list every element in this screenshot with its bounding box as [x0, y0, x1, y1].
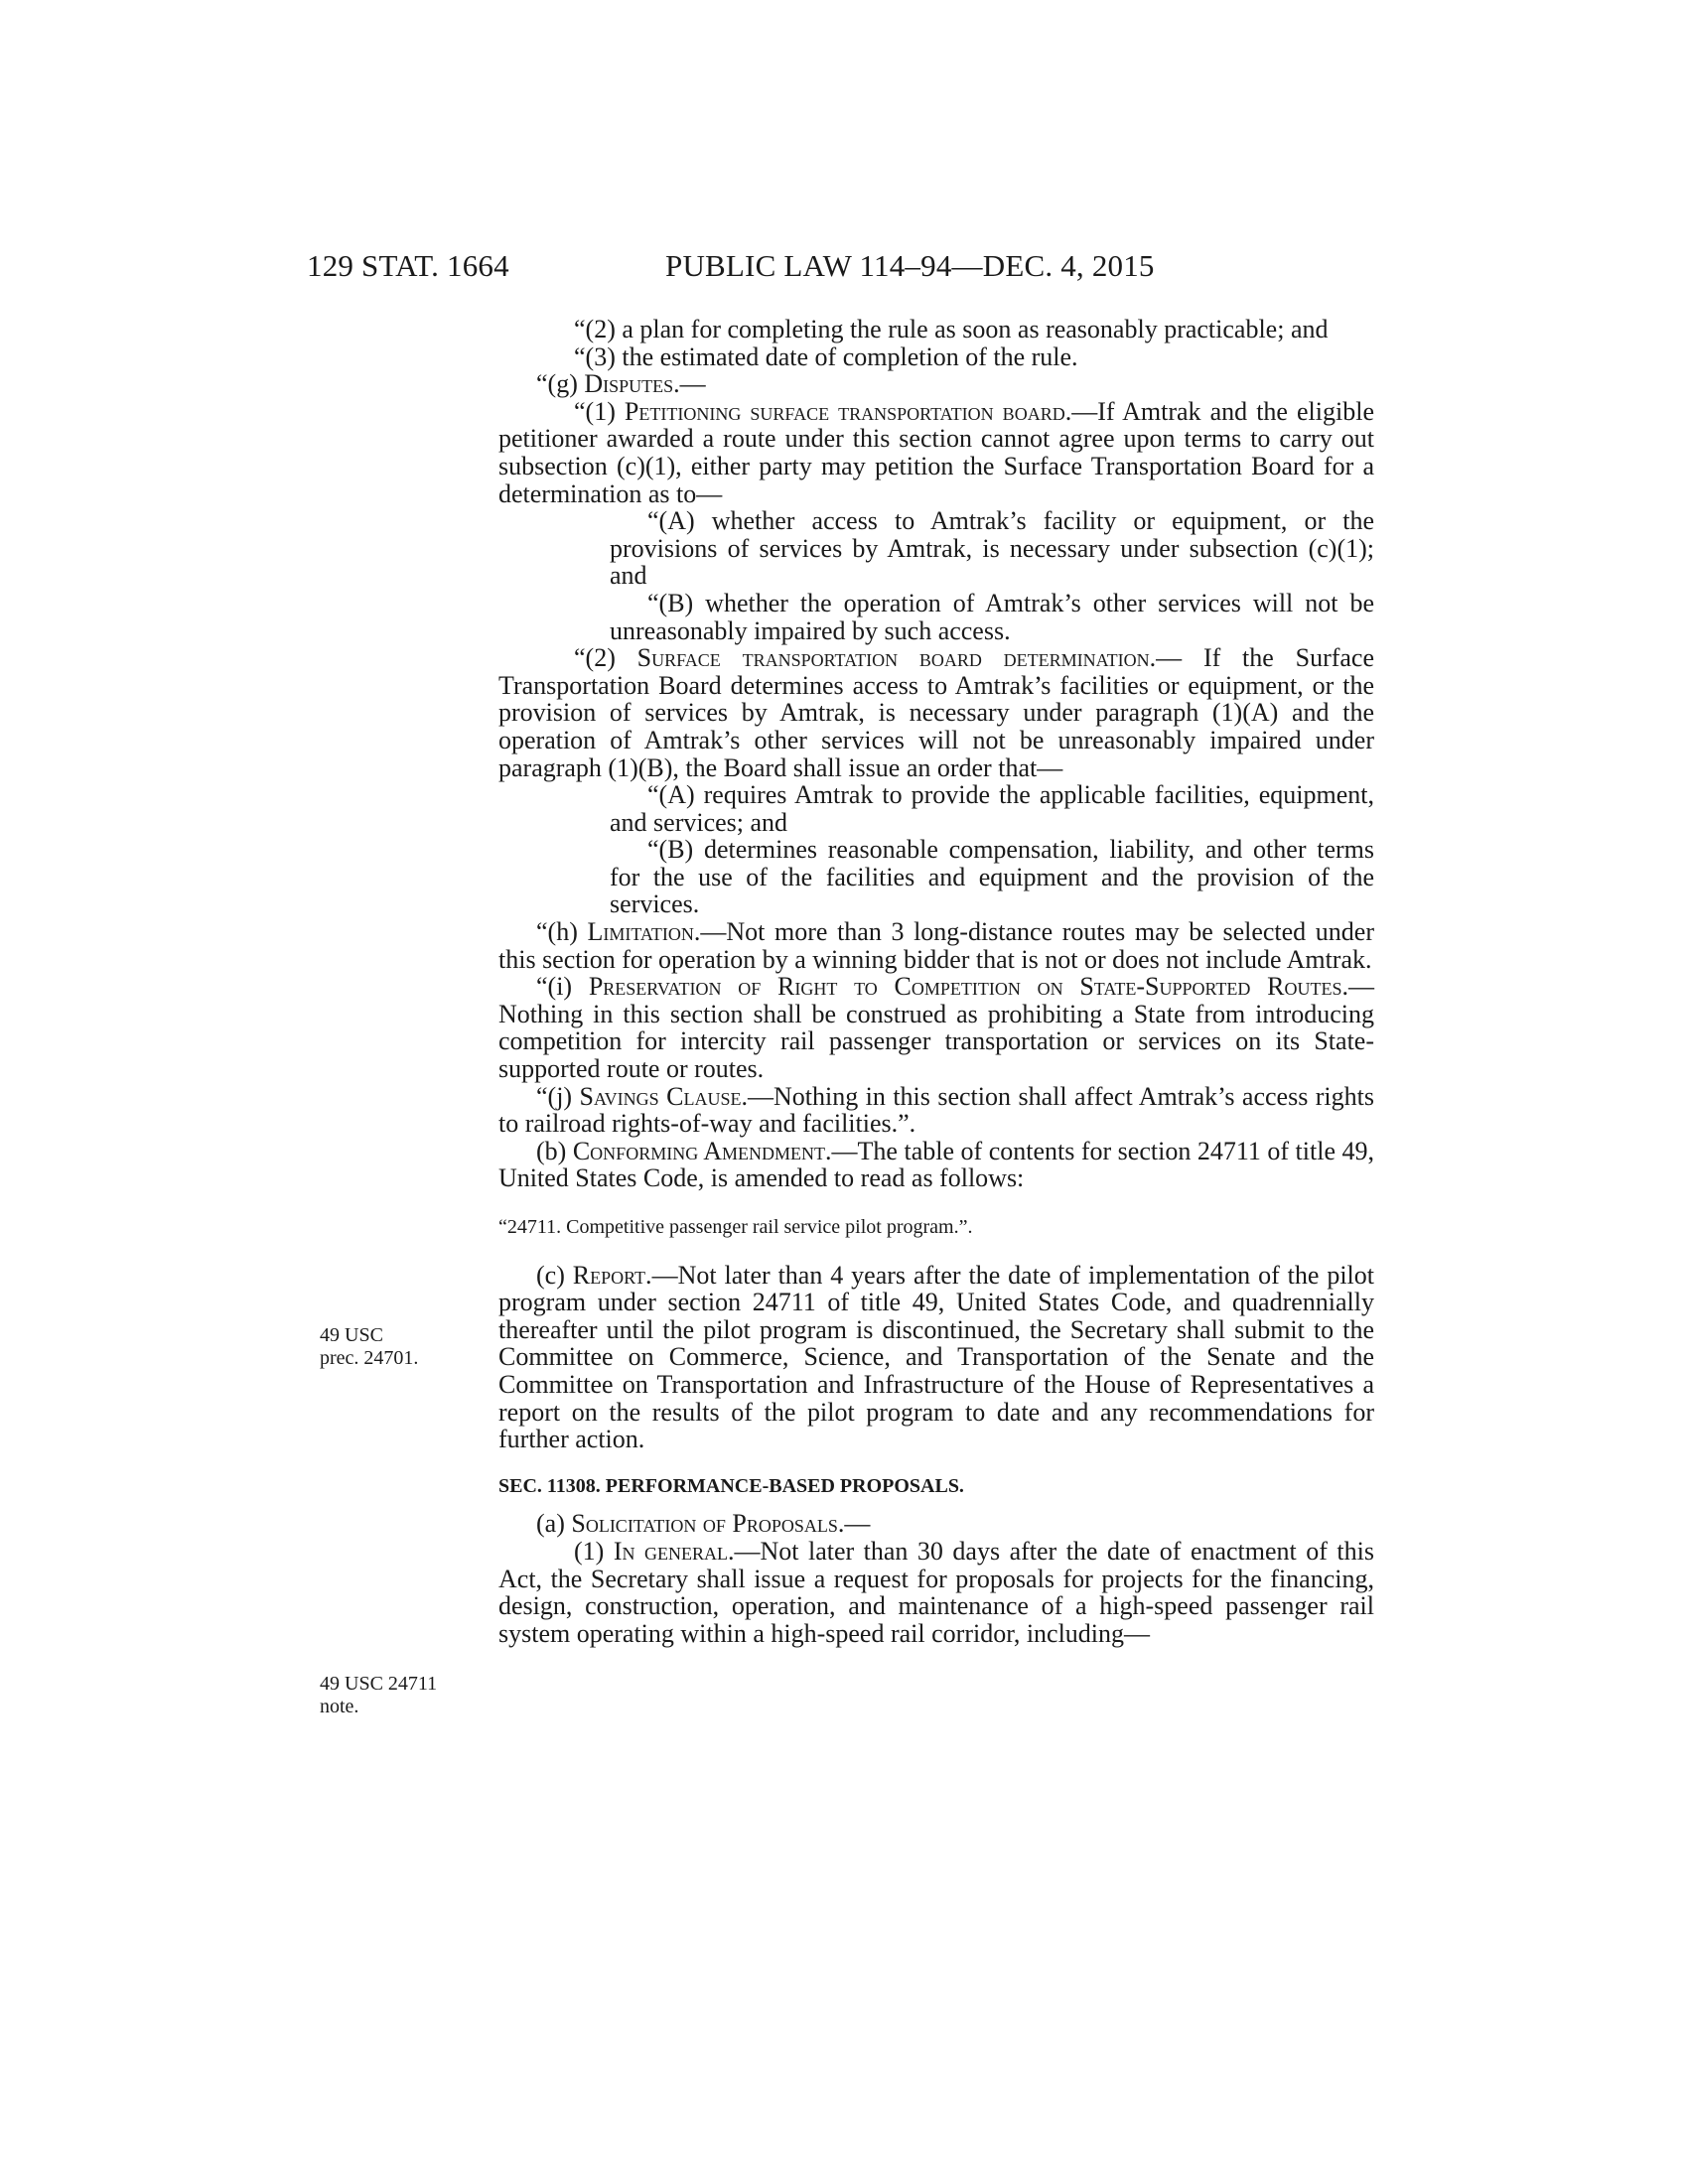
paragraph-f2: “(2) a plan for completing the rule as soon as reasonably practicable; and	[574, 315, 1329, 343]
subsection-h: “(h) Limitation.—Not more than 3 long-distance routes may be selected under this section for operation by a winning bidder that is not or does not include Amtrak.	[498, 917, 1374, 974]
paragraph-g2: “(2) Surface transportation board determination.— If the Surface Transportation Board determines access to Amtrak’s facilities or equipment, or the provision of services by Amtrak, is necessary under paragraph (1)(A) and the operation of Amtrak’s other services will not be unreasonably impaired under paragraph (1)(B), the Board shall issue an order that—	[498, 643, 1375, 782]
margin-note-24711	[320, 1673, 449, 1718]
paragraph-a1: (1) In general.—Not later than 30 days after the date of enactment of this Act, the Secretary shall issue a request for proposals for projects for the financing, design, construction, operation, and maintenance of a high-speed passenger rail system operating within a high-speed rail corridor, including—	[498, 1536, 1374, 1648]
margin-note-prec	[320, 1324, 449, 1370]
document-body	[498, 316, 1374, 1647]
subparagraphs-g2	[498, 781, 1374, 918]
subparagraphs-g1	[498, 507, 1374, 644]
subsection-b: (b) Conforming Amendment.—The table of contents for section 24711 of title 49, United States Code, is amended to read as follows:	[498, 1136, 1375, 1193]
subsection-c: (c) Report.—Not later than 4 years after the date of implementation of the pilot program under section 24711 of title 49, United States Code, and quadrennially thereafter until the pilot program is discontinued, the Secretary shall submit to the Committee on Commerce, Science, and Transportation of the Senate and the Committee on Transportation and Infrastructure of the House of Representatives a report on the results of the pilot program to date and any recommendations for further action.	[498, 1260, 1374, 1454]
subparagraph-g2a: “(A) requires Amtrak to provide the applicable facilities, equipment, and services; and	[610, 780, 1374, 837]
margin-note-line: prec. 24701.	[320, 1347, 419, 1369]
toc-entry: “24711. Competitive passenger rail service pilot program.”.	[498, 1216, 973, 1238]
section-heading: SEC. 11308. PERFORMANCE-BASED PROPOSALS.	[498, 1474, 964, 1497]
paragraph-f3: “(3) the estimated date of completion of the rule.	[574, 341, 1078, 371]
subparagraph-g1b: “(B) whether the operation of Amtrak’s other services will not be unreasonably impaired by such access.	[610, 588, 1374, 645]
margin-note-line: 49 USC 24711	[320, 1673, 438, 1695]
margin-note-line: 49 USC	[320, 1324, 383, 1346]
margin-note-line: note.	[320, 1696, 359, 1717]
stat-citation: 129 STAT. 1664	[307, 248, 509, 283]
subsection-i: “(i) Preservation of Right to Competition on State-Supported Routes.—Nothing in this section shall be construed as prohibiting a State from introducing competition for intercity rail passenger transportation or services on its State-supported route or routes.	[498, 972, 1374, 1084]
subsection-g-heading: “(g) Disputes.—	[536, 369, 706, 399]
subsection-a-heading: (a) Solicitation of Proposals.—	[536, 1509, 871, 1539]
subparagraph-g1a: “(A) whether access to Amtrak’s facility or equipment, or the provisions of services by Amtrak, is necessary under subsection (c)(1); and	[610, 506, 1374, 591]
paragraph-g1: “(1) Petitioning surface transportation board.—If Amtrak and the eligible petitioner awarded a route under this section cannot agree upon terms to carry out subsection (c)(1), either party may petition the Surface Transportation Board for a determination as to—	[498, 396, 1374, 508]
subsection-j: “(j) Savings Clause.—Nothing in this section shall affect Amtrak’s access rights to railroad rights-of-way and facilities.”.	[498, 1081, 1375, 1139]
subparagraph-g2b: “(B) determines reasonable compensation, liability, and other terms for the use of the facilities and equipment and the provision of the services.	[610, 835, 1374, 919]
page-title: PUBLIC LAW 114–94—DEC. 4, 2015	[665, 248, 1155, 283]
